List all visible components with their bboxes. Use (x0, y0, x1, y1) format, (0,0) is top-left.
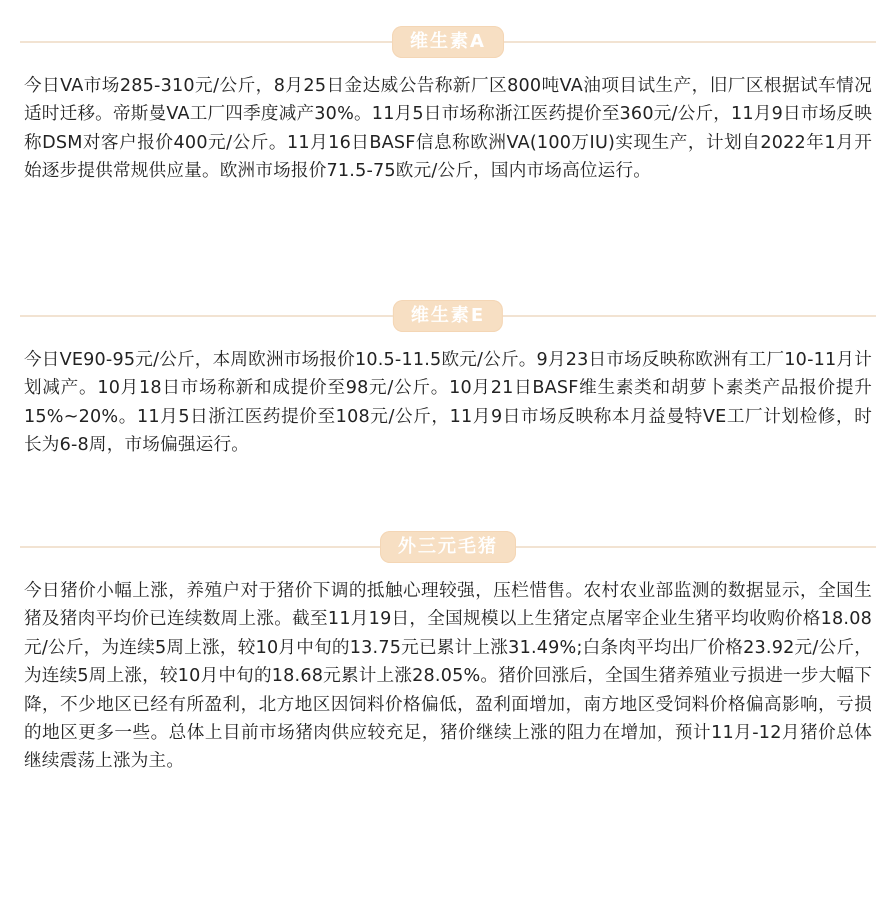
section-vitamin-a (0, 26, 896, 186)
section-paragraph: 今日VA市场285-310元/公斤，8月25日金达威公告称新厂区800吨VA油项目试生产，旧厂区根据试车情况适时迁移。帝斯曼VA工厂四季度减产30%。11月5日市场称浙江医药提价至360元/公斤，11月9日市场反映称DSM对客户报价400元/公斤。11月16日BASF信息称欧洲VA(100万IU)实现生产，计划自2022年1月开始逐步提供常规供应量。欧洲市场报价71.5-75欧元/公斤，国内市场高位运行。 (24, 76, 872, 182)
section-pork (0, 531, 896, 776)
section-paragraph: 今日猪价小幅上涨，养殖户对于猪价下调的抵触心理较强，压栏惜售。农村农业部监测的数据显示，全国生猪及猪肉平均价已连续数周上涨。截至11月19日，全国规模以上生猪定点屠宰企业生猪平均收购价格18.08元/公斤，为连续5周上涨，较10月中旬的13.75元已累计上涨31.49%;白条肉平均出厂价格23.92元/公斤，为连续5周上涨，较10月中旬的18.68元累计上涨28.05%。猪价回涨后，全国生猪养殖业亏损进一步大幅下降，不少地区已经有所盈利，北方地区因饲料价格偏低，盈利面增加，南方地区受饲料价格偏高影响，亏损的地区更多一些。总体上目前市场猪肉供应较充足，猪价继续上涨的阻力在增加，预计11月-12月猪价总体继续震荡上涨为主。 (24, 581, 872, 772)
section-paragraph: 今日VE90-95元/公斤，本周欧洲市场报价10.5-11.5欧元/公斤。9月23日市场反映称欧洲有工厂10-11月计划减产。10月18日市场称新和成提价至98元/公斤。10月21日BASF维生素类和胡萝卜素类产品报价提升15%~20%。11月5日浙江医药提价至108元/公斤，11月9日市场反映称本月益曼特VE工厂计划检修，时长为6-8周，市场偏强运行。 (24, 350, 872, 456)
section-header (0, 300, 896, 332)
section-header (0, 26, 896, 58)
section-vitamin-e (0, 300, 896, 460)
section-title-badge: 维生素E (393, 300, 503, 332)
section-header (0, 531, 896, 563)
section-title-badge: 外三元毛猪 (380, 531, 516, 563)
section-title-badge: 维生素A (392, 26, 504, 58)
